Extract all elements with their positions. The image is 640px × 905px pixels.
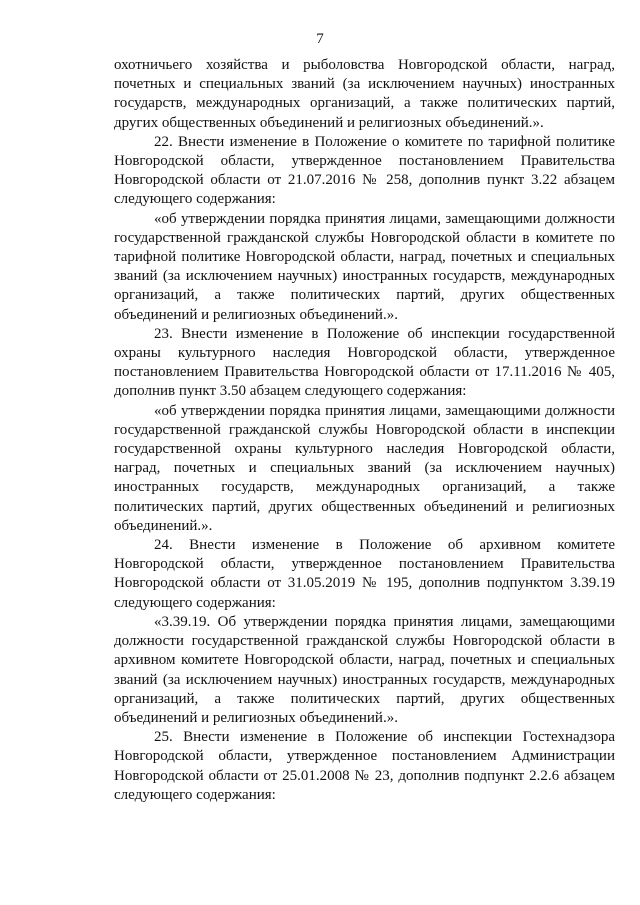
paragraph-item-24: 24. Внести изменение в Положение об архивном комитете Новгородской области, утвержденное постановлением Правительства Новгородской области от 31.05.2019 № 195, дополнив подпунктом 3.39.19 следующего содержания:: [114, 537, 615, 611]
document-body: [114, 56, 615, 805]
paragraph-quote-24: «3.39.19. Об утверждении порядка принятия лицами, замещающими должности государственной гражданской службы Новгородской области в архивном комитете Новгородской области, наград, почетных и специальных званий (за исключением научных) иностранных государств, международных организаций, а также политических партий, других общественных объединений и религиозных объединений.».: [114, 613, 615, 726]
paragraph-continuation: охотничьего хозяйства и рыболовства Новгородской области, наград, почетных и специальных званий (за исключением научных) иностранных государств, международных организаций, а также политических партий, других общественных объединений и религиозных объединений.».: [114, 57, 615, 131]
paragraph-quote-22: «об утверждении порядка принятия лицами, замещающими должности государственной гражданской службы Новгородской области в комитете по тарифной политике Новгородской области, наград, почетных и специальных званий (за исключением научных) иностранных государств, международных организаций, а также политических партий, других общественных объединений и религиозных объединений.».: [114, 210, 615, 323]
page-number: 7: [316, 31, 324, 47]
paragraph-item-25: 25. Внести изменение в Положение об инспекции Гостехнадзора Новгородской области, утвержденное постановлением Администрации Новгородской области от 25.01.2008 № 23, дополнив подпункт 2.2.6 абзацем следующего содержания:: [114, 729, 615, 803]
paragraph-item-22: 22. Внести изменение в Положение о комитете по тарифной политике Новгородской области, утвержденное постановлением Правительства Новгородской области от 21.07.2016 № 258, дополнив пункт 3.22 абзацем следующего содержания:: [114, 133, 615, 208]
paragraph-quote-23: «об утверждении порядка принятия лицами, замещающими должности государственной гражданской службы Новгородской области в инспекции государственной охраны культурного наследия Новгородской области, наград, почетных и специальных званий (за исключением научных) иностранных государств, международных организаций, а также политических партий, других общественных объединений и религиозных объединений.».: [114, 402, 615, 534]
paragraph-item-23: 23. Внести изменение в Положение об инспекции государственной охраны культурного наследия Новгородской области, утвержденное постановлением Правительства Новгородской области от 17.11.2016 № 405, дополнив пункт 3.50 абзацем следующего содержания:: [114, 325, 615, 400]
